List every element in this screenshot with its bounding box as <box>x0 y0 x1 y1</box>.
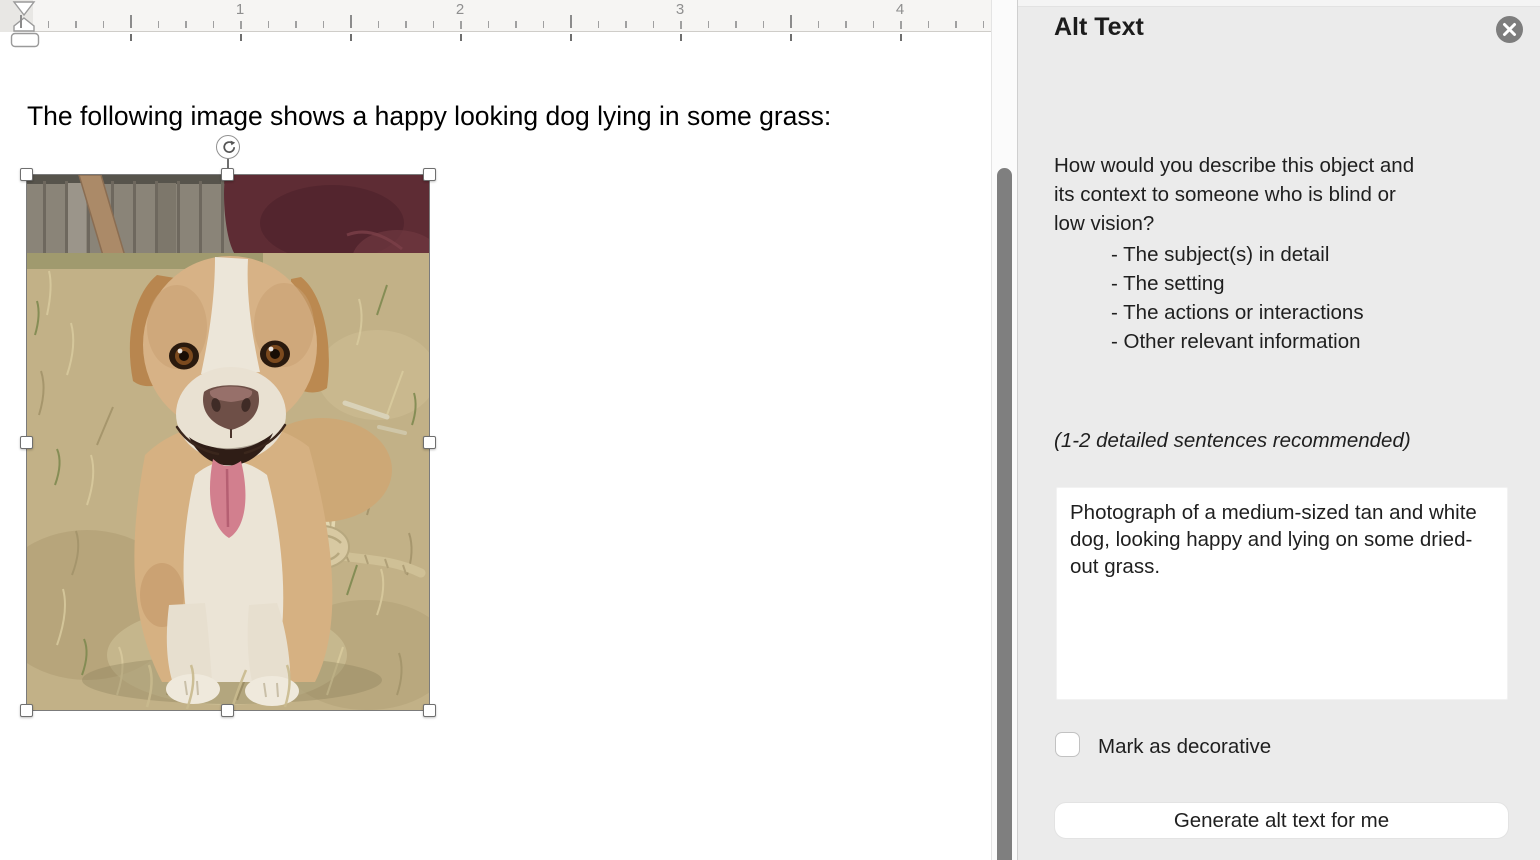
ruler-tick <box>845 21 847 28</box>
alt-text-panel <box>1017 0 1540 860</box>
ruler-tick <box>323 21 325 28</box>
question-line: How would you describe this object and <box>1054 154 1415 177</box>
dog-photo <box>27 175 429 710</box>
ruler-tick <box>900 34 902 41</box>
ruler-tick <box>213 21 215 28</box>
generate-alt-text-button[interactable]: Generate alt text for me <box>1054 802 1509 839</box>
panel-top-edge <box>1018 0 1540 7</box>
panel-title: Alt Text <box>1054 13 1144 41</box>
selection-handle-top-middle[interactable] <box>221 168 234 181</box>
selection-handle-bottom-middle[interactable] <box>221 704 234 717</box>
selection-handle-bottom-right[interactable] <box>423 704 436 717</box>
ruler-tick <box>350 15 352 28</box>
bullet-item: - The setting <box>1111 272 1225 295</box>
recommendation-hint: (1-2 detailed sentences recommended) <box>1054 429 1411 452</box>
selection-handle-bottom-left[interactable] <box>20 704 33 717</box>
ruler-number: 4 <box>895 1 905 18</box>
ruler-tick <box>460 21 462 29</box>
ruler-tick <box>790 15 792 28</box>
alt-text-input[interactable] <box>1056 487 1508 700</box>
ruler-tick <box>75 21 77 28</box>
ruler-tick <box>405 21 407 28</box>
indent-markers-icon[interactable] <box>10 1 40 48</box>
ruler-tick <box>158 21 160 28</box>
selected-image[interactable] <box>27 175 429 710</box>
document-scrollbar-thumb[interactable] <box>997 168 1012 860</box>
ruler-tick <box>983 21 985 28</box>
alt-text-question <box>1054 151 1414 238</box>
ruler-tick <box>378 21 380 28</box>
ruler-tick <box>20 15 22 28</box>
ruler-tick <box>48 21 50 28</box>
ruler-tick <box>295 21 297 28</box>
ruler-tick <box>460 34 462 41</box>
ruler-tick <box>130 15 132 28</box>
question-line: its context to someone who is blind or <box>1054 183 1396 206</box>
ruler-tick <box>185 21 187 28</box>
ruler-tick <box>130 34 132 41</box>
decorative-checkbox[interactable] <box>1055 732 1080 757</box>
ruler-tick <box>680 34 682 41</box>
ruler-number: 2 <box>455 1 465 18</box>
selection-handle-middle-left[interactable] <box>20 436 33 449</box>
ruler-tick <box>240 34 242 41</box>
ruler-number: 1 <box>235 1 245 18</box>
decorative-checkbox-label[interactable]: Mark as decorative <box>1098 735 1272 758</box>
selection-handle-middle-right[interactable] <box>423 436 436 449</box>
question-line: low vision? <box>1054 212 1155 235</box>
ruler-tick <box>708 21 710 28</box>
selection-handle-top-right[interactable] <box>423 168 436 181</box>
ruler-tick <box>818 21 820 28</box>
ruler-tick <box>928 21 930 28</box>
ruler-tick <box>900 21 902 29</box>
ruler-tick <box>790 34 792 41</box>
ruler-number: 3 <box>675 1 685 18</box>
ruler-tick <box>598 21 600 28</box>
ruler-tick <box>653 21 655 28</box>
ruler-tick <box>433 21 435 28</box>
bullet-item: - The subject(s) in detail <box>1111 243 1330 266</box>
question-bullets <box>1111 240 1364 356</box>
bullet-item: - The actions or interactions <box>1111 301 1364 324</box>
ruler-tick <box>763 21 765 28</box>
ruler-tick <box>488 21 490 28</box>
ruler-tick <box>873 21 875 28</box>
horizontal-ruler[interactable] <box>0 0 1017 32</box>
ruler-tick <box>515 21 517 28</box>
ruler-tick <box>240 21 242 29</box>
bullet-item: - Other relevant information <box>1111 330 1361 353</box>
ruler-tick <box>268 21 270 28</box>
selection-handle-top-left[interactable] <box>20 168 33 181</box>
ruler-tick <box>543 21 545 28</box>
close-icon[interactable] <box>1496 16 1523 43</box>
ruler-tick <box>680 21 682 29</box>
ruler-tick <box>955 21 957 28</box>
document-paragraph[interactable]: The following image shows a happy looking dog lying in some grass: <box>27 101 832 131</box>
ruler-tick <box>570 34 572 41</box>
ruler-tick <box>103 21 105 28</box>
ruler-tick <box>350 34 352 41</box>
ruler-tick <box>570 15 572 28</box>
rotate-handle-icon[interactable] <box>216 135 240 159</box>
ruler-tick <box>625 21 627 28</box>
ruler-tick <box>735 21 737 28</box>
